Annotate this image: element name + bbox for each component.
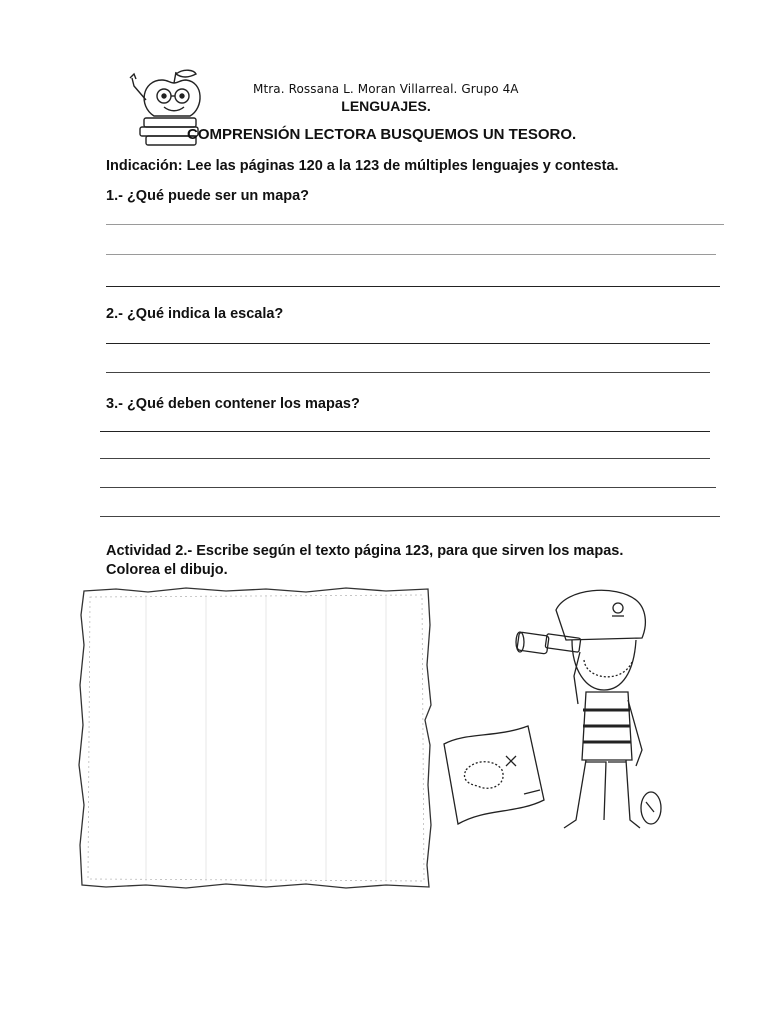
subject-label: LENGUAJES. (341, 98, 431, 114)
answer-line-1b[interactable] (106, 254, 716, 255)
teacher-line: Mtra. Rossana L. Moran Villarreal. Grupo 4A (253, 82, 519, 96)
answer-line-3c[interactable] (100, 487, 716, 488)
question-1: 1.- ¿Qué puede ser un mapa? (106, 188, 310, 204)
pirate-with-spyglass-icon (436, 580, 686, 850)
treasure-map-icon (444, 726, 544, 824)
answer-line-3b[interactable] (100, 458, 710, 459)
answer-line-2a[interactable] (106, 343, 710, 344)
answer-line-2b[interactable] (106, 372, 710, 373)
instruction-text: Indicación: Lee las páginas 120 a la 123 de múltiples lenguajes y contesta. (106, 158, 619, 174)
answer-line-1c[interactable] (106, 286, 720, 287)
activity-line-2: Colorea el dibujo. (106, 562, 228, 578)
answer-line-3a[interactable] (100, 431, 710, 432)
activity-instructions (106, 542, 623, 580)
answer-line-3d[interactable] (100, 516, 720, 517)
subject-title (0, 98, 768, 114)
question-2: 2.- ¿Qué indica la escala? (106, 306, 284, 322)
answer-line-1a[interactable] (106, 224, 724, 225)
worksheet-title: COMPRENSIÓN LECTORA BUSQUEMOS UN TESORO. (187, 126, 577, 143)
question-3: 3.- ¿Qué deben contener los mapas? (106, 396, 360, 412)
activity-line-1: Actividad 2.- Escribe según el texto página 123, para que sirven los mapas. (106, 543, 624, 559)
torn-paper-writing-area[interactable] (76, 585, 436, 891)
